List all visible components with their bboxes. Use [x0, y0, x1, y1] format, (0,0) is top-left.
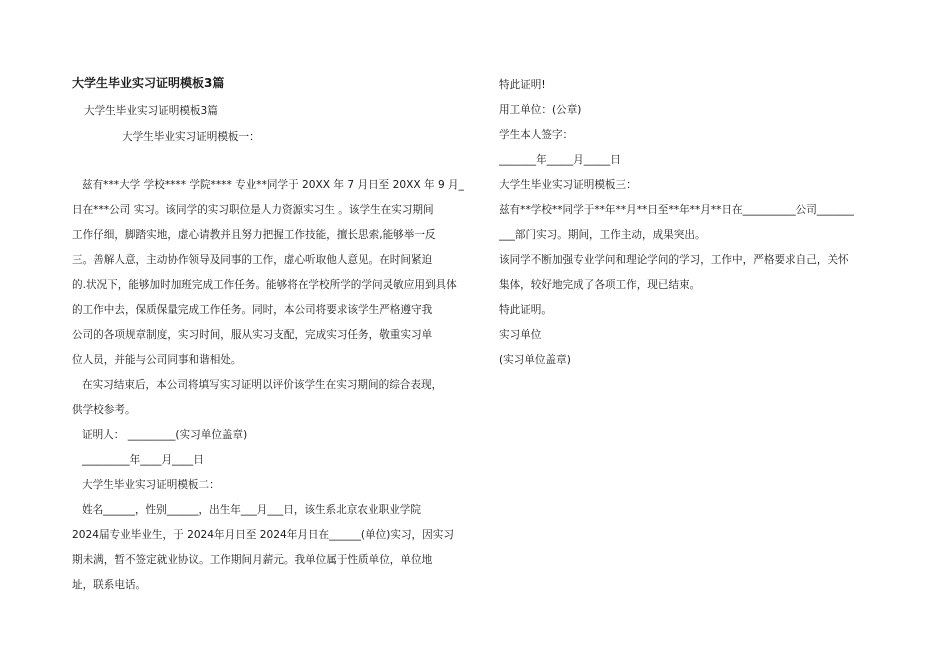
paragraph-line: 期未满，暂不签定就业协议。工作期间月薪元。我单位属于性质单位，单位地 — [72, 554, 433, 566]
paragraph-line: 的.状况下，能够加时加班完成工作任务。能够将在学校所学的学问灵敏应用到具体 — [72, 279, 457, 291]
paragraph-line: 2024届专业毕业生，于 2024年月日至 2024年月日在______(单位)实习，因实习 — [72, 529, 454, 541]
paragraph-line: 位人员，并能与公司同事和谐相处。 — [72, 354, 242, 366]
section-heading-one: 大学生毕业实习证明模板一： — [122, 131, 260, 143]
document-title: 大学生毕业实习证明模板3篇 — [72, 76, 225, 90]
date-line: _________年____月____日 — [82, 454, 204, 466]
paragraph-line: 工作仔细，脚踏实地，虚心请教并且努力把握工作技能，擅长思索,能够举一反 — [72, 229, 436, 241]
paragraph-line: 的工作中去，保质保量完成工作任务。同时，本公司将要求该学生严格遵守我 — [72, 304, 433, 316]
certification-line: 特此证明! — [499, 79, 546, 91]
paragraph-line: 兹有**学校**同学于**年**月**日至**年**月**日在__________公司_______ — [499, 204, 854, 216]
subtitle-line: 大学生毕业实习证明模板3篇 — [84, 105, 218, 117]
paragraph-line: 公司的各项规章制度，实习时间，服从实习支配，完成实习任务，敬重实习单 — [72, 329, 433, 341]
section-heading-two: 大学生毕业实习证明模板二： — [82, 479, 220, 491]
paragraph-line: 在实习结束后，本公司将填写实习证明以评价该学生在实习期间的综合表现， — [82, 379, 443, 391]
paragraph-line: 该同学不断加强专业学问和理论学问的学习，工作中，严格要求自己，关怀 — [499, 254, 849, 266]
paragraph-line: ___部门实习。期间，工作主动，成果突出。 — [499, 229, 706, 241]
certifier-line: 证明人： _________(实习单位盖章) — [82, 429, 248, 441]
section-heading-three: 大学生毕业实习证明模板三： — [499, 179, 637, 191]
certification-line: 特此证明。 — [499, 304, 552, 316]
paragraph-line: 址，联系电话。 — [72, 579, 147, 591]
paragraph-line: 集体，较好地完成了各项工作，现已结束。 — [499, 279, 701, 291]
paragraph-line: 兹有***大学 学校**** 学院**** 专业**同学于 20XX 年 7 月日至 20XX 年 9 月_ — [82, 179, 464, 191]
paragraph-line: 供学校参考。 — [72, 404, 136, 416]
paragraph-line: 三。善解人意，主动协作领导及同事的工作，虚心听取他人意见。在时间紧迫 — [72, 254, 433, 266]
seal-line: (实习单位盖章) — [499, 354, 571, 366]
paragraph-line: 姓名______，性别______，出生年___月___日，该生系北京农业职业学院 — [82, 504, 421, 516]
paragraph-line: 日在***公司 实习。该同学的实习职位是人力资源实习生 。该学生在实习期间 — [72, 204, 434, 216]
employer-line: 用工单位：(公章) — [499, 104, 582, 116]
internship-unit-line: 实习单位 — [499, 329, 542, 341]
date-line: _______年_____月_____日 — [499, 154, 621, 166]
student-signature-line: 学生本人签字： — [499, 129, 574, 141]
